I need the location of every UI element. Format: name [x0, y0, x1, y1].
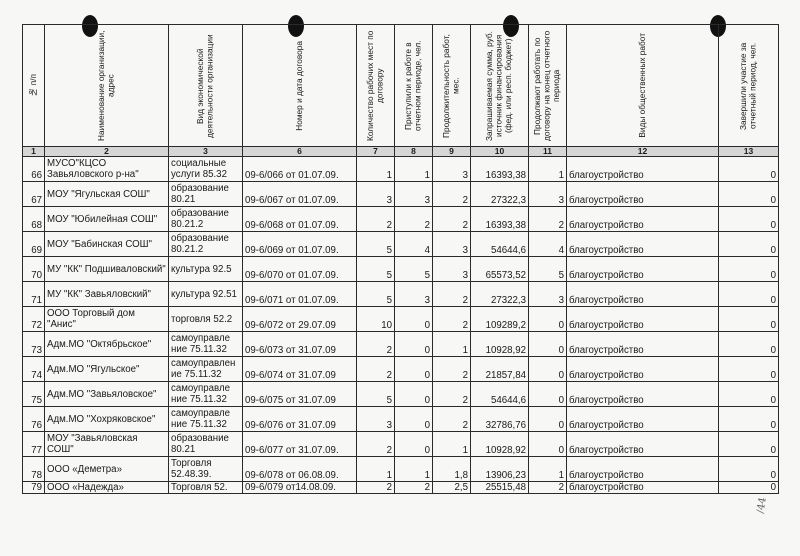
completed-count: 0 — [719, 157, 779, 182]
column-number: 10 — [471, 147, 529, 157]
header-number: № п/п — [23, 25, 45, 147]
duration-months: 2 — [433, 382, 471, 407]
continuing-count: 0 — [529, 432, 567, 457]
contract-number: 09-6/075 от 31.07.09 — [243, 382, 357, 407]
column-number: 6 — [243, 147, 357, 157]
started-count: 0 — [395, 307, 433, 332]
completed-count: 0 — [719, 382, 779, 407]
continuing-count: 5 — [529, 257, 567, 282]
job-places: 1 — [357, 457, 395, 482]
job-places: 5 — [357, 232, 395, 257]
job-places: 10 — [357, 307, 395, 332]
organization-name: МОУ "Бабинская СОШ" — [45, 232, 169, 257]
completed-count: 0 — [719, 457, 779, 482]
activity-type: самоуправле ние 75.11.32 — [169, 407, 243, 432]
organization-name: МУСО"КЦСО Завьяловского р-на" — [45, 157, 169, 182]
activity-type: торговля 52.2 — [169, 307, 243, 332]
margin-note: /44 — [755, 496, 769, 515]
continuing-count: 1 — [529, 157, 567, 182]
table-row — [23, 307, 779, 332]
organization-name: Адм.МО "Хохряковское" — [45, 407, 169, 432]
header-row — [23, 25, 779, 147]
requested-sum: 54644,6 — [471, 232, 529, 257]
header-sum: Запрашиваемая сумма, руб. источник финансирования (фед. или респ. бюджет) — [471, 25, 529, 147]
started-count: 0 — [395, 332, 433, 357]
activity-type: самоуправлен ие 75.11.32 — [169, 357, 243, 382]
duration-months: 2 — [433, 357, 471, 382]
column-number: 11 — [529, 147, 567, 157]
job-places: 2 — [357, 332, 395, 357]
requested-sum: 13906,23 — [471, 457, 529, 482]
column-number: 13 — [719, 147, 779, 157]
organization-name: ООО «Деметра» — [45, 457, 169, 482]
activity-type: самоуправле ние 75.11.32 — [169, 332, 243, 357]
job-places: 3 — [357, 182, 395, 207]
requested-sum: 109289,2 — [471, 307, 529, 332]
activity-type: образование 80.21 — [169, 182, 243, 207]
row-number: 79 — [23, 482, 45, 494]
table-row — [23, 157, 779, 182]
table-row — [23, 257, 779, 282]
work-type: благоустройство — [567, 307, 719, 332]
completed-count: 0 — [719, 257, 779, 282]
row-number: 73 — [23, 332, 45, 357]
contract-number: 09-6/073 от 31.07.09 — [243, 332, 357, 357]
column-number: 7 — [357, 147, 395, 157]
continuing-count: 1 — [529, 457, 567, 482]
requested-sum: 10928,92 — [471, 332, 529, 357]
organization-name: Адм.МО "Ягульское" — [45, 357, 169, 382]
duration-months: 3 — [433, 232, 471, 257]
started-count: 0 — [395, 357, 433, 382]
work-type: благоустройство — [567, 257, 719, 282]
row-number: 71 — [23, 282, 45, 307]
continuing-count: 0 — [529, 307, 567, 332]
duration-months: 2 — [433, 407, 471, 432]
started-count: 0 — [395, 407, 433, 432]
organization-name: Адм.МО "Октябрьское" — [45, 332, 169, 357]
row-number: 78 — [23, 457, 45, 482]
header-contract: Номер и дата договора — [243, 25, 357, 147]
activity-type: Торговля 52. — [169, 482, 243, 494]
contract-number: 09-6/069 от 01.07.09. — [243, 232, 357, 257]
completed-count: 0 — [719, 232, 779, 257]
requested-sum: 10928,92 — [471, 432, 529, 457]
contract-number: 09-6/068 от 01.07.09. — [243, 207, 357, 232]
completed-count: 0 — [719, 207, 779, 232]
row-number: 70 — [23, 257, 45, 282]
row-number: 75 — [23, 382, 45, 407]
contract-number: 09-6/067 от 01.07.09. — [243, 182, 357, 207]
row-number: 68 — [23, 207, 45, 232]
work-type: благоустройство — [567, 332, 719, 357]
organization-name: МУ "КК" Завьяловский" — [45, 282, 169, 307]
header-completed: Завершили участие за отчетный период, чел. — [719, 25, 779, 147]
work-type: благоустройство — [567, 432, 719, 457]
activity-type: социальные услуги 85.32 — [169, 157, 243, 182]
completed-count: 0 — [719, 182, 779, 207]
organization-name: ООО Торговый дом "Анис" — [45, 307, 169, 332]
started-count: 2 — [395, 207, 433, 232]
header-organization: Наименование организации, адрес — [45, 25, 169, 147]
completed-count: 0 — [719, 307, 779, 332]
continuing-count: 2 — [529, 207, 567, 232]
column-number: 12 — [567, 147, 719, 157]
activity-type: культура 92.5 — [169, 257, 243, 282]
row-number: 76 — [23, 407, 45, 432]
header-started: Приступили к работе в отчетном периоде, чел. — [395, 25, 433, 147]
job-places: 2 — [357, 357, 395, 382]
contract-number: 09-6/066 от 01.07.09. — [243, 157, 357, 182]
organization-name: МОУ "Юбилейная СОШ" — [45, 207, 169, 232]
header-places: Количество рабочих мест по договору — [357, 25, 395, 147]
completed-count: 0 — [719, 482, 779, 494]
requested-sum: 27322,3 — [471, 182, 529, 207]
requested-sum: 16393,38 — [471, 157, 529, 182]
employment-table — [22, 24, 779, 494]
job-places: 2 — [357, 207, 395, 232]
work-type: благоустройство — [567, 407, 719, 432]
completed-count: 0 — [719, 282, 779, 307]
work-type: благоустройство — [567, 357, 719, 382]
contract-number: 09-6/070 от 01.07.09. — [243, 257, 357, 282]
contract-number: 09-6/078 от 06.08.09. — [243, 457, 357, 482]
requested-sum: 32786,76 — [471, 407, 529, 432]
header-work-type: Виды общественных работ — [567, 25, 719, 147]
duration-months: 3 — [433, 157, 471, 182]
header-continuing: Продолжают работать по договору на конец отчетного периода — [529, 25, 567, 147]
organization-name: Адм.МО "Завьяловское" — [45, 382, 169, 407]
job-places: 5 — [357, 382, 395, 407]
requested-sum: 27322,3 — [471, 282, 529, 307]
duration-months: 2 — [433, 182, 471, 207]
table-row — [23, 182, 779, 207]
row-number: 74 — [23, 357, 45, 382]
table-body — [23, 157, 779, 494]
completed-count: 0 — [719, 357, 779, 382]
row-number: 77 — [23, 432, 45, 457]
continuing-count: 4 — [529, 232, 567, 257]
requested-sum: 25515,48 — [471, 482, 529, 494]
requested-sum: 16393,38 — [471, 207, 529, 232]
column-number: 9 — [433, 147, 471, 157]
completed-count: 0 — [719, 407, 779, 432]
started-count: 5 — [395, 257, 433, 282]
work-type: благоустройство — [567, 282, 719, 307]
duration-months: 2 — [433, 307, 471, 332]
table-row — [23, 382, 779, 407]
work-type: благоустройство — [567, 182, 719, 207]
table-row — [23, 332, 779, 357]
duration-months: 2,5 — [433, 482, 471, 494]
started-count: 2 — [395, 482, 433, 494]
started-count: 1 — [395, 457, 433, 482]
table-row — [23, 457, 779, 482]
column-number: 8 — [395, 147, 433, 157]
table-row — [23, 207, 779, 232]
table-row — [23, 407, 779, 432]
table-row — [23, 282, 779, 307]
column-number: 3 — [169, 147, 243, 157]
job-places: 1 — [357, 157, 395, 182]
requested-sum: 65573,52 — [471, 257, 529, 282]
contract-number: 09-6/072 от 29.07.09 — [243, 307, 357, 332]
work-type: благоустройство — [567, 232, 719, 257]
job-places: 3 — [357, 407, 395, 432]
work-type: благоустройство — [567, 157, 719, 182]
duration-months: 2 — [433, 282, 471, 307]
header-duration: Продолжительность работ, мес. — [433, 25, 471, 147]
header-activity: Вид экономической деятельности организации — [169, 25, 243, 147]
started-count: 0 — [395, 382, 433, 407]
duration-months: 3 — [433, 257, 471, 282]
requested-sum: 21857,84 — [471, 357, 529, 382]
continuing-count: 2 — [529, 482, 567, 494]
work-type: благоустройство — [567, 207, 719, 232]
continuing-count: 3 — [529, 182, 567, 207]
contract-number: 09-6/079 от14.08.09. — [243, 482, 357, 494]
activity-type: Торговля 52.48.39. — [169, 457, 243, 482]
job-places: 2 — [357, 432, 395, 457]
continuing-count: 3 — [529, 282, 567, 307]
started-count: 1 — [395, 157, 433, 182]
column-number-row — [23, 147, 779, 157]
organization-name: ООО «Надежда» — [45, 482, 169, 494]
job-places: 5 — [357, 257, 395, 282]
requested-sum: 54644,6 — [471, 382, 529, 407]
table-row — [23, 232, 779, 257]
activity-type: самоуправле ние 75.11.32 — [169, 382, 243, 407]
row-number: 69 — [23, 232, 45, 257]
activity-type: образование 80.21.2 — [169, 232, 243, 257]
contract-number: 09-6/071 от 01.07.09. — [243, 282, 357, 307]
row-number: 66 — [23, 157, 45, 182]
contract-number: 09-6/077 от 31.07.09. — [243, 432, 357, 457]
organization-name: МОУ "Ягульская СОШ" — [45, 182, 169, 207]
work-type: благоустройство — [567, 482, 719, 494]
work-type: благоустройство — [567, 382, 719, 407]
table-row — [23, 482, 779, 494]
contract-number: 09-6/076 от 31.07.09 — [243, 407, 357, 432]
row-number: 67 — [23, 182, 45, 207]
started-count: 0 — [395, 432, 433, 457]
job-places: 2 — [357, 482, 395, 494]
continuing-count: 0 — [529, 332, 567, 357]
completed-count: 0 — [719, 332, 779, 357]
column-number: 1 — [23, 147, 45, 157]
organization-name: МУ "КК" Подшиваловский" — [45, 257, 169, 282]
duration-months: 2 — [433, 207, 471, 232]
contract-number: 09-6/074 от 31.07.09 — [243, 357, 357, 382]
activity-type: образование 80.21.2 — [169, 207, 243, 232]
column-number: 2 — [45, 147, 169, 157]
duration-months: 1 — [433, 332, 471, 357]
continuing-count: 0 — [529, 357, 567, 382]
activity-type: культура 92.51 — [169, 282, 243, 307]
activity-type: образование 80.21 — [169, 432, 243, 457]
continuing-count: 0 — [529, 382, 567, 407]
started-count: 3 — [395, 282, 433, 307]
started-count: 4 — [395, 232, 433, 257]
duration-months: 1 — [433, 432, 471, 457]
started-count: 3 — [395, 182, 433, 207]
duration-months: 1,8 — [433, 457, 471, 482]
row-number: 72 — [23, 307, 45, 332]
work-type: благоустройство — [567, 457, 719, 482]
organization-name: МОУ "Завьяловская СОШ" — [45, 432, 169, 457]
table-row — [23, 432, 779, 457]
table-row — [23, 357, 779, 382]
completed-count: 0 — [719, 432, 779, 457]
job-places: 5 — [357, 282, 395, 307]
continuing-count: 0 — [529, 407, 567, 432]
